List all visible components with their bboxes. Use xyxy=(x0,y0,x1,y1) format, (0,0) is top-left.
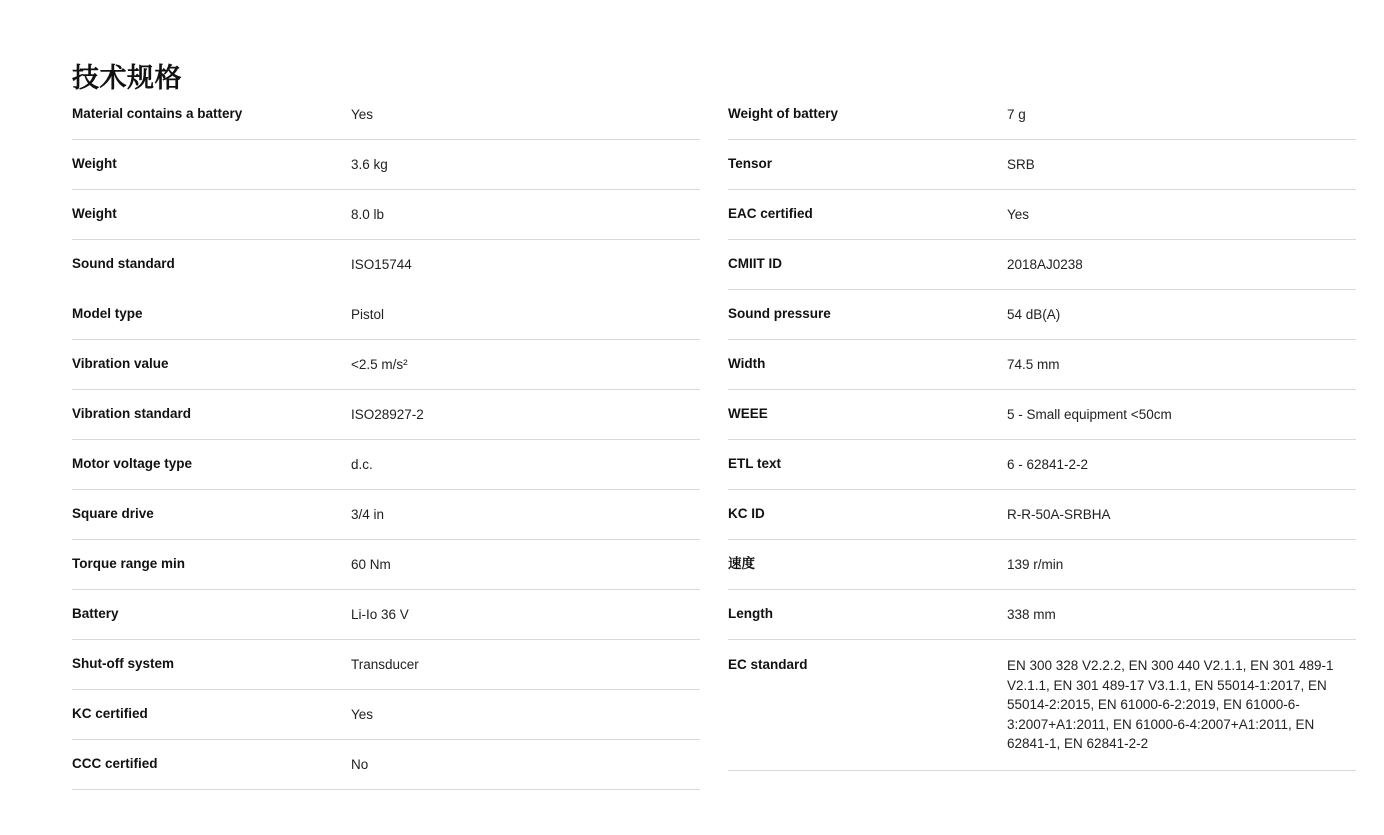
spec-value: ISO28927-2 xyxy=(351,407,424,422)
spec-row xyxy=(72,90,700,140)
spec-row xyxy=(728,90,1356,140)
spec-label: ETL text xyxy=(728,456,782,471)
spec-row xyxy=(72,440,700,490)
spec-row xyxy=(72,490,700,540)
spec-row xyxy=(728,190,1356,240)
spec-value: 3/4 in xyxy=(351,507,385,522)
spec-label: 速度 xyxy=(728,556,755,571)
spec-row xyxy=(72,240,700,290)
spec-value: 5 - Small equipment <50cm xyxy=(1007,407,1172,422)
spec-label: EC standard xyxy=(728,657,808,672)
spec-row xyxy=(728,290,1356,340)
spec-value: d.c. xyxy=(351,457,373,472)
spec-row xyxy=(72,590,700,640)
spec-value: 2018AJ0238 xyxy=(1007,257,1083,272)
spec-value: 74.5 mm xyxy=(1007,357,1060,372)
spec-label: Model type xyxy=(72,306,143,321)
spec-value: ISO15744 xyxy=(351,257,412,272)
spec-row xyxy=(72,190,700,240)
spec-label: Weight xyxy=(72,206,117,221)
spec-label: Material contains a battery xyxy=(72,106,243,121)
spec-label: Tensor xyxy=(728,156,773,171)
spec-label: Sound pressure xyxy=(728,306,831,321)
spec-label: Torque range min xyxy=(72,556,186,571)
spec-value: <2.5 m/s² xyxy=(351,357,408,372)
spec-value: No xyxy=(351,757,369,772)
spec-label: Motor voltage type xyxy=(72,456,193,471)
spec-row xyxy=(72,690,700,740)
spec-value: Yes xyxy=(351,107,374,122)
spec-label: Battery xyxy=(72,606,119,621)
spec-row xyxy=(72,390,700,440)
spec-label: KC ID xyxy=(728,506,765,521)
spec-label: Square drive xyxy=(72,506,154,521)
spec-row xyxy=(728,490,1356,540)
spec-label: CMIIT ID xyxy=(728,256,782,271)
spec-label: KC certified xyxy=(72,706,148,721)
spec-row xyxy=(728,340,1356,390)
spec-row xyxy=(728,390,1356,440)
spec-value: 54 dB(A) xyxy=(1007,307,1061,322)
spec-value: 139 r/min xyxy=(1007,557,1064,572)
spec-row xyxy=(72,540,700,590)
spec-value: 7 g xyxy=(1007,107,1026,122)
spec-value: 60 Nm xyxy=(351,557,391,572)
specifications-left-column xyxy=(72,90,700,790)
spec-value: Yes xyxy=(351,707,374,722)
spec-value: R-R-50A-SRBHA xyxy=(1007,507,1111,522)
spec-row xyxy=(72,140,700,190)
specifications-columns xyxy=(72,90,1352,790)
spec-value: Li-Io 36 V xyxy=(351,607,409,622)
spec-value: 6 - 62841-2-2 xyxy=(1007,457,1089,472)
spec-row xyxy=(72,740,700,790)
spec-row xyxy=(728,590,1356,640)
page-title: 技术规格 xyxy=(72,63,182,94)
spec-label: Shut-off system xyxy=(72,656,175,671)
spec-value: Transducer xyxy=(351,657,419,672)
spec-label: Weight of battery xyxy=(728,106,839,121)
spec-label: Weight xyxy=(72,156,117,171)
spec-row xyxy=(728,640,1356,771)
spec-value: 338 mm xyxy=(1007,607,1056,622)
spec-label: WEEE xyxy=(728,406,768,421)
spec-label: Vibration value xyxy=(72,356,169,371)
specifications-right-column xyxy=(728,90,1356,790)
spec-value: 3.6 kg xyxy=(351,157,388,172)
spec-value: 8.0 lb xyxy=(351,207,385,222)
spec-label: Vibration standard xyxy=(72,406,192,421)
spec-row xyxy=(72,340,700,390)
spec-label: Width xyxy=(728,356,766,371)
spec-value: Pistol xyxy=(351,307,385,322)
spec-value: SRB xyxy=(1007,157,1035,172)
spec-row xyxy=(728,440,1356,490)
spec-label: EAC certified xyxy=(728,206,813,221)
spec-label: Sound standard xyxy=(72,256,175,271)
spec-row xyxy=(728,540,1356,590)
spec-label: CCC certified xyxy=(72,756,158,771)
spec-value: EN 300 328 V2.2.2, EN 300 440 V2.1.1, EN 301 489-1 V2.1.1, EN 301 489-17 V3.1.1, EN 55014-1:2017, EN 55014-2:2015, EN 61000-6-2:2019, EN 61000-6-3:2007+A1:2011, EN 61000-6-4:2007+A1:2011, EN 62841-1, EN 62841-2-2 xyxy=(1007,658,1334,752)
spec-value: Yes xyxy=(1007,207,1030,222)
spec-label: Length xyxy=(728,606,773,621)
spec-row xyxy=(728,240,1356,290)
spec-row xyxy=(72,640,700,690)
spec-row xyxy=(728,140,1356,190)
spec-row xyxy=(72,290,700,340)
